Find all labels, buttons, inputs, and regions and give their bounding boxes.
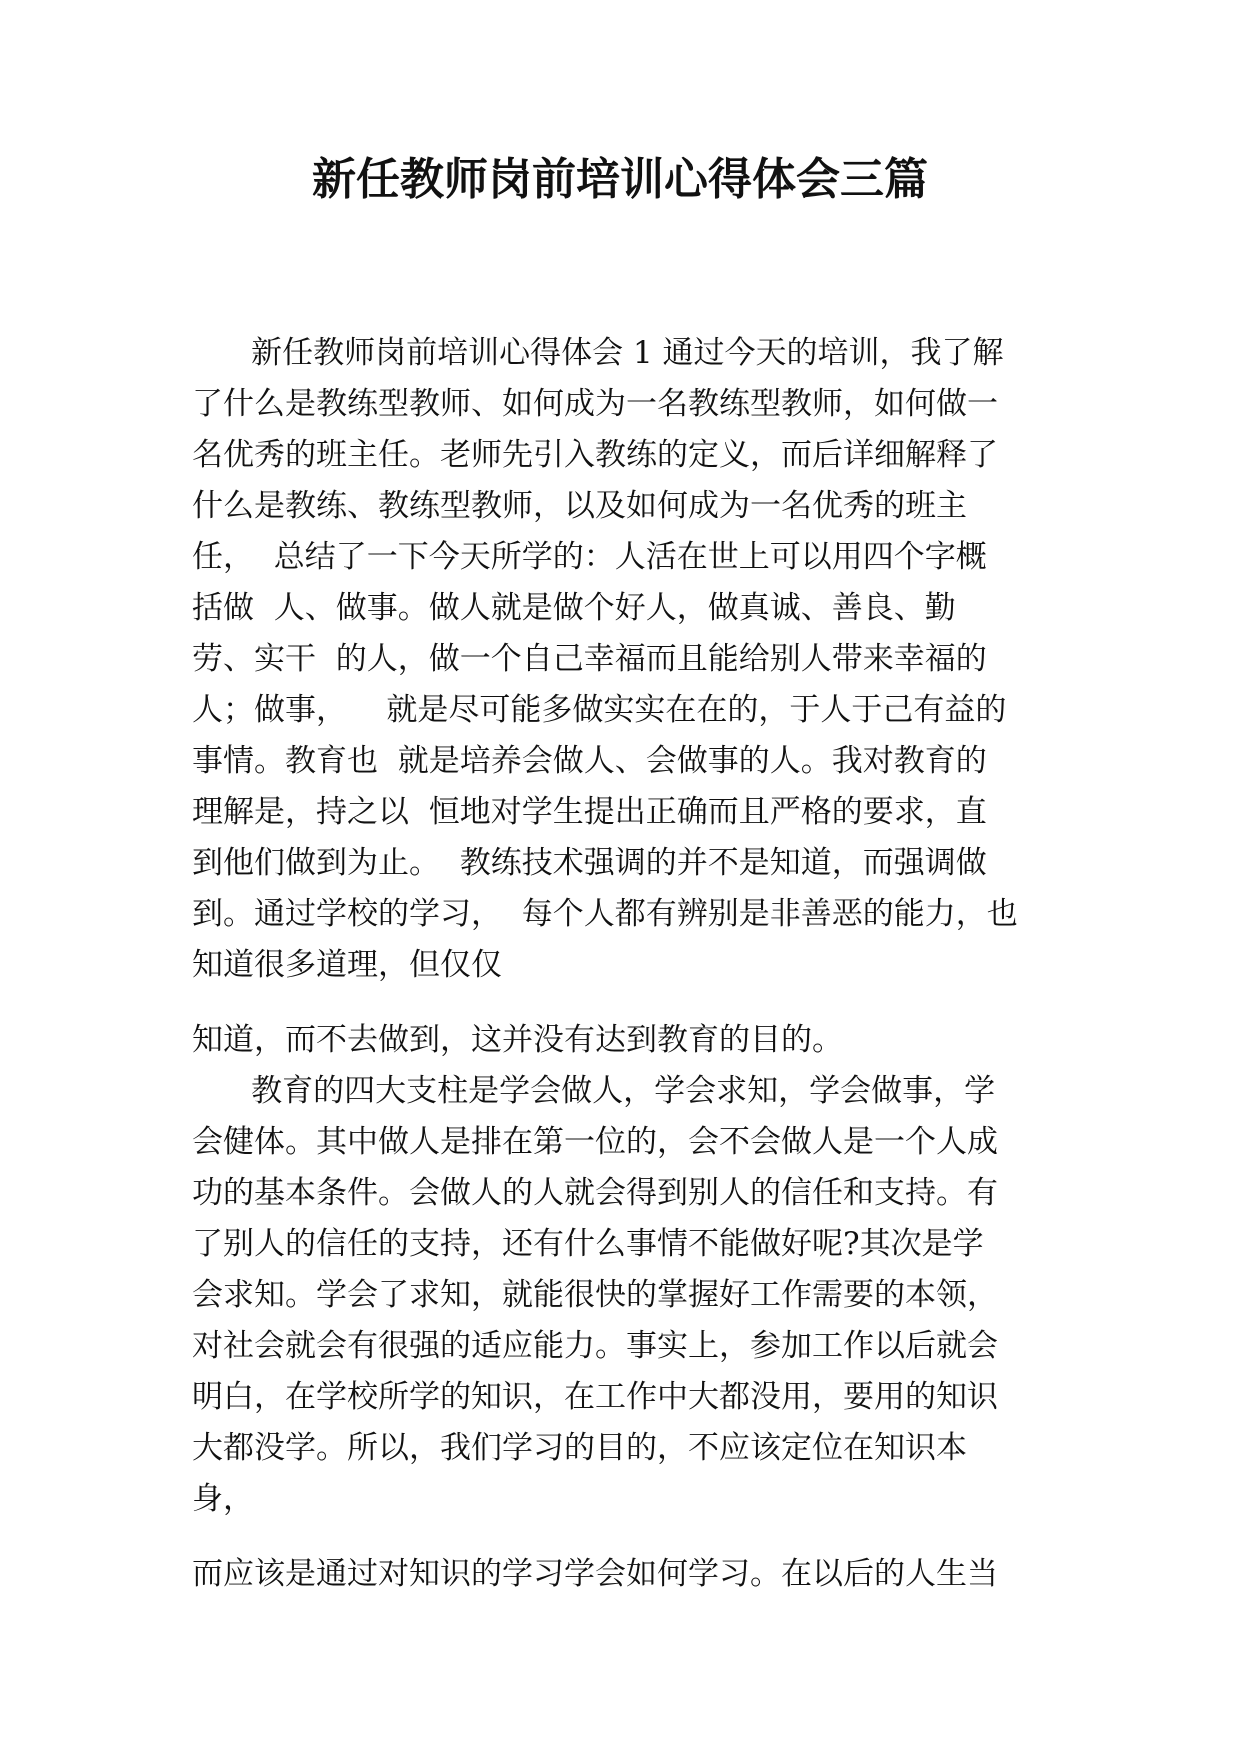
body-line: 会健体。其中做人是排在第一位的，会不会做人是一个人成 bbox=[192, 1124, 998, 1160]
body-line: 到。通过学校的学习， 每个人都有辨别是非善恶的能力，也 bbox=[192, 896, 1018, 932]
body-line: 新任教师岗前培训心得体会 1 通过今天的培训，我了解 bbox=[192, 335, 1004, 371]
paragraph-gap bbox=[192, 1525, 1072, 1549]
body-line: 任， 总结了一下今天所学的：人活在世上可以用四个字概 bbox=[192, 539, 987, 575]
body-line: 大都没学。所以，我们学习的目的，不应该定位在知识本 bbox=[192, 1430, 967, 1466]
body-line: 事情。教育也 就是培养会做人、会做事的人。我对教育的 bbox=[192, 743, 987, 779]
body-line: 对社会就会有很强的适应能力。事实上，参加工作以后就会 bbox=[192, 1328, 998, 1364]
body-line: 名优秀的班主任。老师先引入教练的定义，而后详细解释了 bbox=[192, 437, 998, 473]
body-line: 会求知。学会了求知，就能很快的掌握好工作需要的本领， bbox=[192, 1277, 998, 1313]
body-line: 教育的四大支柱是学会做人，学会求知，学会做事，学 bbox=[192, 1073, 996, 1109]
body-line: 而应该是通过对知识的学习学会如何学习。在以后的人生当 bbox=[192, 1556, 998, 1592]
body-line: 知道，而不去做到，这并没有达到教育的目的。 bbox=[192, 1022, 843, 1058]
body-line: 了什么是教练型教师、如何成为一名教练型教师，如何做一 bbox=[192, 386, 998, 422]
body-line: 理解是，持之以 恒地对学生提出正确而且严格的要求，直 bbox=[192, 794, 987, 830]
document-title: 新任教师岗前培训心得体会三篇 bbox=[312, 154, 928, 205]
body-line: 人；做事， 就是尽可能多做实实在在的，于人于己有益的 bbox=[192, 692, 1007, 728]
document-body bbox=[192, 328, 1072, 1600]
body-line: 知道很多道理，但仅仅 bbox=[192, 947, 502, 983]
body-line: 劳、实干 的人，做一个自己幸福而且能给别人带来幸福的 bbox=[192, 641, 987, 677]
body-line: 身， bbox=[192, 1481, 254, 1517]
body-line: 明白，在学校所学的知识，在工作中大都没用，要用的知识 bbox=[192, 1379, 998, 1415]
body-line: 什么是教练、教练型教师，以及如何成为一名优秀的班主 bbox=[192, 488, 967, 524]
body-line: 到他们做到为止。 教练技术强调的并不是知道，而强调做 bbox=[192, 845, 987, 881]
body-line: 了别人的信任的支持，还有什么事情不能做好呢?其次是学 bbox=[192, 1226, 984, 1262]
body-line: 功的基本条件。会做人的人就会得到别人的信任和支持。有 bbox=[192, 1175, 998, 1211]
body-line: 括做 人、做事。做人就是做个好人，做真诚、善良、勤 bbox=[192, 590, 956, 626]
paragraph-gap bbox=[192, 991, 1072, 1015]
